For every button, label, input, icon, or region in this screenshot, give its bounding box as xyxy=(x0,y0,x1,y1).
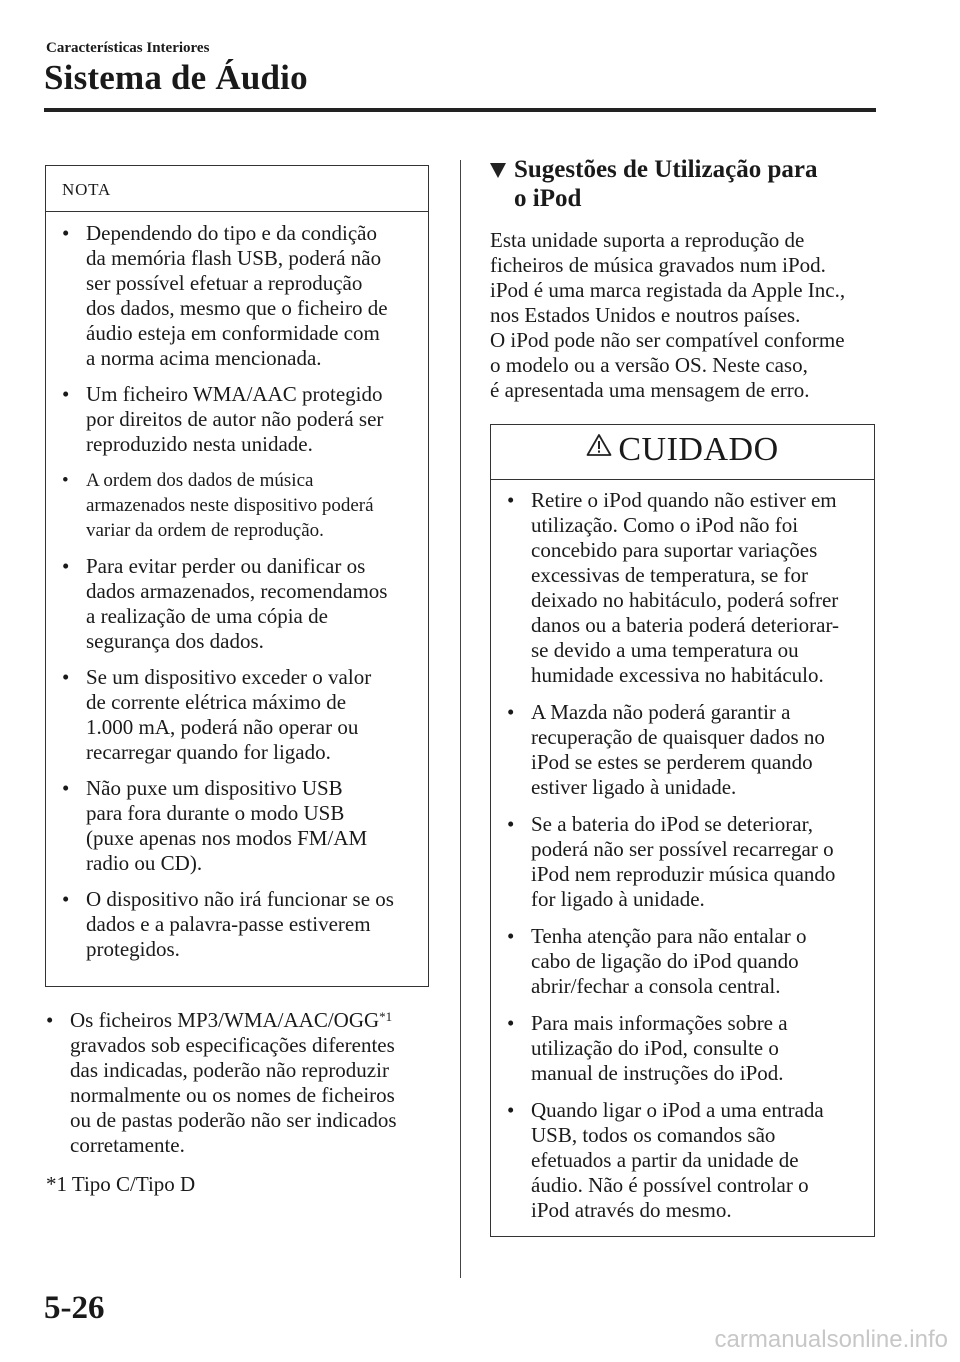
chapter-label: Características Interiores xyxy=(46,40,210,56)
section-heading: Sugestões de Utilização para o iPod xyxy=(490,155,870,213)
list-item: • Os ficheiros MP3/WMA/AAC/OGG$^{*1}$ gravados sob especificações diferentes das indicadas, poderão não reproduzir normalmente ou os nomes de ficheiros ou de pastas poderão não ser indicados corretamente. xyxy=(45,1008,435,1158)
title-rule xyxy=(44,108,876,112)
section-body: Esta unidade suporta a reprodução de ficheiros de música gravados num iPod. iPod é uma marca registada da Apple Inc., nos Estados Unidos e noutros países. O iPod pode não ser compatível conforme o modelo ou a versão OS. Neste caso, é apresentada uma mensagem de erro. xyxy=(490,228,846,402)
caution-list xyxy=(491,480,874,1223)
note-item: • Dependendo do tipo e da condição da memória flash USB, poderá não ser possível efetuar a reprodução dos dados, mesmo que o ficheiro de áudio esteja em conformidade com a norma acima mencionada. xyxy=(61,221,418,371)
note-item: • Não puxe um dispositivo USB para fora durante o modo USB (puxe apenas nos modos FM/AM radio ou CD). xyxy=(61,776,418,876)
caution-item: • Para mais informações sobre a utilização do iPod, consulte o manual de instruções do iPod. xyxy=(506,1011,864,1086)
note-list xyxy=(46,212,428,962)
note-item: • Se um dispositivo exceder o valor de corrente elétrica máximo de 1.000 mA, poderá não operar ou recarregar quando for ligado. xyxy=(61,665,418,765)
watermark: carmanualsonline.info xyxy=(714,1326,948,1353)
caution-box xyxy=(490,424,875,1237)
page-title: Sistema de Áudio xyxy=(44,58,308,97)
caution-item: • Quando ligar o iPod a uma entrada USB, todos os comandos são efetuados a partir da unidade de áudio. Não é possível controlar o iPod através do mesmo. xyxy=(506,1098,864,1223)
warning-triangle-icon xyxy=(586,433,612,462)
caution-heading: CUIDADO xyxy=(491,425,874,480)
caution-item: • Tenha atenção para não entalar o cabo de ligação do iPod quando abrir/fechar a consola central. xyxy=(506,924,864,999)
note-box xyxy=(45,165,429,987)
note-item: • O dispositivo não irá funcionar se os dados e a palavra-passe estiverem protegidos. xyxy=(61,887,418,962)
column-divider xyxy=(460,160,461,1278)
page-number: 5-26 xyxy=(44,1290,105,1326)
note-item: • Para evitar perder ou danificar os dados armazenados, recomendamos a realização de uma cópia de segurança dos dados. xyxy=(61,554,418,654)
note-heading: NOTA xyxy=(46,166,428,212)
caution-item: • Se a bateria do iPod se deteriorar, poderá não ser possível recarregar o iPod nem reproduzir música quando for ligado à unidade. xyxy=(506,812,864,912)
note-item: • Um ficheiro WMA/AAC protegido por direitos de autor não poderá ser reproduzido nesta unidade. xyxy=(61,382,418,457)
caution-item: • A Mazda não poderá garantir a recuperação de quaisquer dados no iPod se estes se perderem quando estiver ligado à unidade. xyxy=(506,700,864,800)
footnote-marker: *1 xyxy=(379,1009,393,1024)
caution-item: • Retire o iPod quando não estiver em utilização. Como o iPod não foi concebido para suportar variações excessivas de temperatura, se for deixado no habitáculo, poderá sofrer danos ou a bateria poderá deteriorar- se devido a uma temperatura ou humidade excessiva no habitáculo. xyxy=(506,488,864,688)
triangle-bullet-icon xyxy=(490,163,506,178)
mp3-format-note xyxy=(45,1008,435,1158)
note-item: • A ordem dos dados de música armazenados neste dispositivo poderá variar da ordem de reprodução. xyxy=(61,468,418,543)
footnote: *1 Tipo C/Tipo D xyxy=(46,1172,196,1196)
